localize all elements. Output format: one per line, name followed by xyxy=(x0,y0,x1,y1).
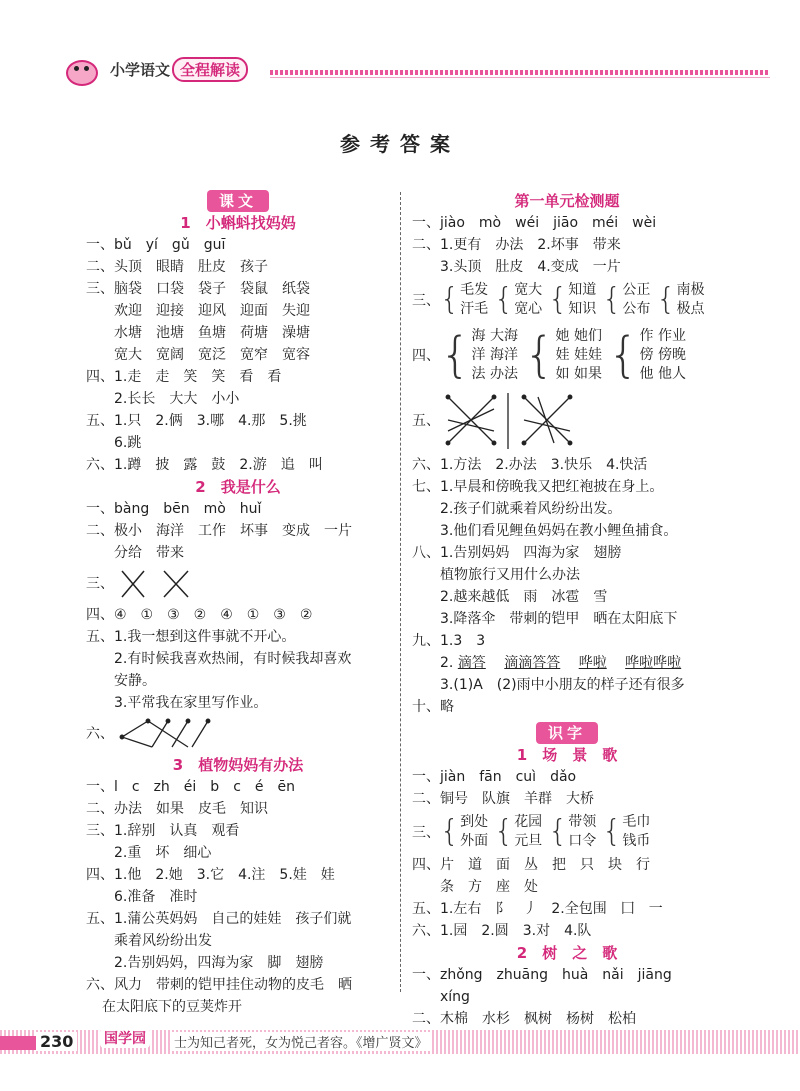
answer-line: 在太阳底下的豆荚炸开 xyxy=(102,999,242,1015)
answer-line: 八、1.告别妈妈 四海为家 翅膀 xyxy=(412,545,622,561)
answer-line: 条 方 座 处 xyxy=(440,879,538,895)
answer-line: 五、1.蒲公英妈妈 自己的娃娃 孩子们就 xyxy=(86,911,352,927)
brand-subtitle: 全程解读 xyxy=(172,57,248,82)
left-column xyxy=(86,190,390,1018)
answer-line: 五、1.我一想到这件事就不开心。 xyxy=(86,629,296,645)
answer-line: 二、极小 海洋 工作 坏事 变成 一片 xyxy=(86,523,352,539)
answer-line-lines: 五、 xyxy=(412,388,722,454)
word-pair: { 南极 极点 xyxy=(656,282,705,317)
answer-line: 三、1.辞别 认真 观看 xyxy=(86,823,240,839)
answer-line: 六、1.园 2.圆 3.对 4.队 xyxy=(412,923,592,939)
word-pair: { 公正 公布 xyxy=(602,282,651,317)
lesson-title: 3 植物妈妈有办法 xyxy=(172,756,304,774)
answer-line: 四、④ ① ③ ② ④ ① ③ ② xyxy=(86,607,313,623)
bracket-pairs-q3: 三、 { 毛发 汗毛 { 宽大 宽心 { 知道 知识 { 公正 公布 { 南极 极点 xyxy=(412,278,722,322)
header-rule xyxy=(270,77,770,78)
answer-line: 十、略 xyxy=(412,699,454,715)
word-pair: { 知道 知识 xyxy=(548,282,597,317)
word-pair: { 毛巾 钱币 xyxy=(602,814,651,849)
answer-line: 九、1.3 3 xyxy=(412,633,486,649)
answer-line: 一、bǔ yí gǔ guī xyxy=(86,237,226,253)
right-column xyxy=(412,190,722,1030)
bracket-pairs-s1-q3: 三、 { 到处 外面 { 花园 元旦 { 带领 口令 { 毛巾 钱币 xyxy=(412,810,722,854)
answer-line: 2.重 坏 细心 xyxy=(114,845,212,861)
word-pair: { 带领 口令 xyxy=(548,814,597,849)
answer-line: 二、办法 如果 皮毛 知识 xyxy=(86,801,268,817)
answer-line: 一、l c zh éi b c é ēn xyxy=(86,779,295,795)
word-group: { 海 大海 洋 海洋 法 办法 xyxy=(440,327,518,383)
crossing-lines-figure xyxy=(118,567,198,601)
word-pair: { 花园 元旦 xyxy=(494,814,543,849)
answer-line: 分给 带来 xyxy=(114,545,184,561)
answer-line: 3.降落伞 带刺的铠甲 晒在太阳底下 xyxy=(440,611,678,627)
connecting-lines-figure xyxy=(118,717,218,751)
answer-line: 水塘 池塘 鱼塘 荷塘 澡塘 xyxy=(114,325,310,341)
matching-lines-figure xyxy=(444,391,574,451)
answer-line: 一、jiào mò wéi jiāo méi wèi xyxy=(412,215,657,231)
answer-line: 四、片 道 面 丛 把 只 块 行 xyxy=(412,857,650,873)
answer-line: 植物旅行又用什么办法 xyxy=(440,567,580,583)
answer-line: 六、1.方法 2.办法 3.快乐 4.快活 xyxy=(412,457,648,473)
lesson-title: 1 小蝌蚪找妈妈 xyxy=(180,214,296,232)
page-header xyxy=(62,52,248,86)
answer-line: 二、铜号 队旗 羊群 大桥 xyxy=(412,791,594,807)
answer-line: 2.有时候我喜欢热闹，有时候我却喜欢 xyxy=(114,651,352,667)
word-group: { 作 作业 傍 傍晚 他 他人 xyxy=(608,327,686,383)
answer-line: 6.跳 xyxy=(114,435,142,451)
answer-line: 欢迎 迎接 迎风 迎面 失迎 xyxy=(114,303,310,319)
answer-line: 2.孩子们就乘着风纷纷出发。 xyxy=(440,501,622,517)
footer-motto: 士为知己者死，女为悦己者容。《增广贤文》 xyxy=(170,1032,432,1051)
answer-line: 四、1.走 走 笑 笑 看 看 xyxy=(86,369,282,385)
answer-line: 六、1.蹲 披 露 鼓 2.游 追 叫 xyxy=(86,457,323,473)
answer-line: 三、脑袋 口袋 袋子 袋鼠 纸袋 xyxy=(86,281,310,297)
mascot-icon xyxy=(62,54,108,84)
word-group: { 她 她们 娃 娃娃 如 如果 xyxy=(524,327,602,383)
answer-line: 2.告别妈妈，四海为家 脚 翅膀 xyxy=(114,955,324,971)
answer-line: 七、1.早晨和傍晚我又把红袍披在身上。 xyxy=(412,479,664,495)
answer-line: 2.长长 大大 小小 xyxy=(114,391,240,407)
page-number: 230 xyxy=(36,1032,77,1051)
answer-line: 6.准备 准时 xyxy=(114,889,198,905)
lesson-title: 1 场 景 歌 xyxy=(516,746,618,764)
answer-line-lines: 三、 xyxy=(86,564,390,604)
header-dotted-line xyxy=(270,70,770,75)
word-pair: { 宽大 宽心 xyxy=(494,282,543,317)
section-heading: 识字 xyxy=(412,722,722,744)
answer-line-underlined: 2. 滴答 滴滴答答 哗啦 哗啦哗啦 xyxy=(440,655,682,671)
footer-logo: 国学园 xyxy=(100,1028,150,1048)
answer-line: 3.(1)A (2)雨中小朋友的样子还有很多 xyxy=(440,677,685,693)
lesson-title: 2 树 之 歌 xyxy=(516,944,618,962)
word-pair: { 毛发 汗毛 xyxy=(440,282,489,317)
section-heading: 课文 xyxy=(86,190,390,212)
answer-line-lines: 六、 xyxy=(86,714,390,754)
answer-line: 二、木棉 水杉 枫树 杨树 松柏 xyxy=(412,1011,636,1027)
answer-line: 一、bàng bēn mò huǐ xyxy=(86,501,262,517)
answer-line: xíng xyxy=(440,989,470,1005)
bracket-groups-q4: 四、 { 海 大海 洋 海洋 法 办法 { 她 她们 娃 娃娃 如 如果 { 作 作业 傍 傍晚 他 他人 xyxy=(412,327,686,383)
answer-line: 3.他们看见鲤鱼妈妈在教小鲤鱼捕食。 xyxy=(440,523,678,539)
answer-line: 一、zhǒng zhuāng huà nǎi jiāng xyxy=(412,967,672,983)
answer-line: 一、jiàn fān cuì dǎo xyxy=(412,769,577,785)
answer-line: 四、1.他 2.她 3.它 4.注 5.娃 娃 xyxy=(86,867,335,883)
page-title: 参考答案 xyxy=(340,132,460,156)
answer-line: 2.越来越低 雨 冰雹 雪 xyxy=(440,589,608,605)
brand-title: 小学语文 xyxy=(110,60,171,79)
word-pair: { 到处 外面 xyxy=(440,814,489,849)
answer-line: 乘着风纷纷出发 xyxy=(114,933,212,949)
column-divider xyxy=(400,192,401,992)
answer-line: 二、1.更有 办法 2.坏事 带来 xyxy=(412,237,621,253)
answer-line: 3.头顶 肚皮 4.变成 一片 xyxy=(440,259,621,275)
answer-line: 二、头顶 眼睛 肚皮 孩子 xyxy=(86,259,268,275)
lesson-title: 2 我是什么 xyxy=(195,478,281,496)
answer-line: 六、风力 带刺的铠甲挂住动物的皮毛 晒 xyxy=(86,977,352,993)
unit-test-title: 第一单元检测题 xyxy=(514,192,620,210)
page-number-bar xyxy=(0,1036,36,1050)
answer-line: 宽大 宽阔 宽泛 宽窄 宽容 xyxy=(114,347,310,363)
answer-line: 3.平常我在家里写作业。 xyxy=(114,695,268,711)
answer-line: 五、1.只 2.俩 3.哪 4.那 5.挑 xyxy=(86,413,307,429)
answer-line: 安静。 xyxy=(114,673,156,689)
answer-line: 五、1.左右 阝 丿 2.全包围 囗 一 xyxy=(412,901,663,917)
